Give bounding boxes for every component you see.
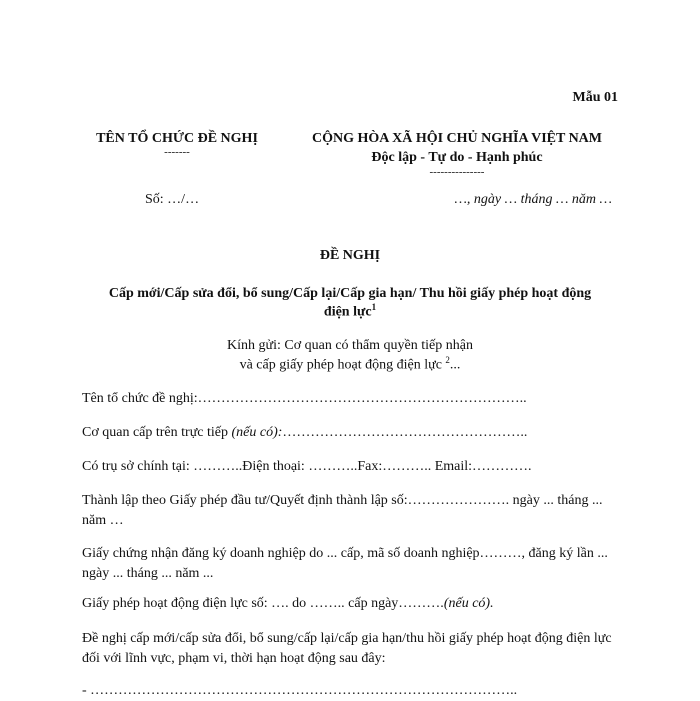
- superior-dots: ……………………………………………..: [282, 425, 528, 440]
- field-superior-agency: [82, 423, 622, 443]
- motto-rule: ---------------: [429, 166, 485, 178]
- form-code: Mẫu 01: [572, 90, 618, 105]
- field-organization: Tên tổ chức đề nghị:……………………………………………………………..: [82, 391, 527, 406]
- superior-optional: (nếu có):: [231, 425, 283, 440]
- field-request: Đề nghị cấp mới/cấp sửa đổi, bổ sung/cấp lại/cấp gia hạn/thu hồi giấy phép hoạt động điện lực đối với lĩnh vực, phạm vi, thời hạn hoạt động sau đây:: [82, 631, 612, 666]
- field-bullet: - ………………………………………………………………………………..: [82, 683, 518, 698]
- recipient-text: và cấp giấy phép hoạt động điện lực: [239, 357, 442, 373]
- license-optional: (nếu có).: [443, 596, 494, 611]
- footnote-ref-1: 1: [371, 302, 377, 312]
- recipient-line1: Kính gửi: Cơ quan có thẩm quyền tiếp nhận: [227, 338, 473, 353]
- field-address: Có trụ sở chính tại: ………..Điện thoại: ………..Fax:……….. Email:………….: [82, 459, 532, 474]
- field-establishment: Thành lập theo Giấy phép đầu tư/Quyết định thành lập số:…………………. ngày ... tháng ... năm …: [82, 493, 603, 528]
- superior-label: Cơ quan cấp trên trực tiếp: [82, 425, 232, 440]
- organization-rule: -------: [164, 146, 190, 158]
- subtitle-text: điện lực: [323, 304, 372, 320]
- document-subtitle-line1: Cấp mới/Cấp sửa đổi, bổ sung/Cấp lại/Cấp gia hạn/ Thu hồi giấy phép hoạt động: [108, 286, 592, 301]
- field-electricity-license: [82, 594, 622, 614]
- nation-motto: Độc lập - Tự do - Hạnh phúc: [371, 150, 543, 165]
- document-date: …, ngày … tháng … năm …: [454, 192, 612, 207]
- organization-name: TÊN TỔ CHỨC ĐỀ NGHỊ: [96, 131, 258, 146]
- field-business-registration: Giấy chứng nhận đăng ký doanh nghiệp do ... cấp, mã số doanh nghiệp………, đăng ký lần ... ngày ... tháng ... năm ...: [82, 546, 608, 581]
- footnote-ref-2: 2: [445, 355, 450, 365]
- document-subtitle-line2: [0, 302, 700, 321]
- document-title: ĐỀ NGHỊ: [319, 248, 381, 263]
- recipient-tail: ...: [449, 357, 461, 373]
- document-number: Số: …/…: [145, 192, 200, 207]
- license-main: Giấy phép hoạt động điện lực số: …. do …….. cấp ngày……….: [82, 596, 444, 611]
- nation-name: CỘNG HÒA XÃ HỘI CHỦ NGHĨA VIỆT NAM: [311, 131, 602, 146]
- recipient-line2: [0, 355, 700, 374]
